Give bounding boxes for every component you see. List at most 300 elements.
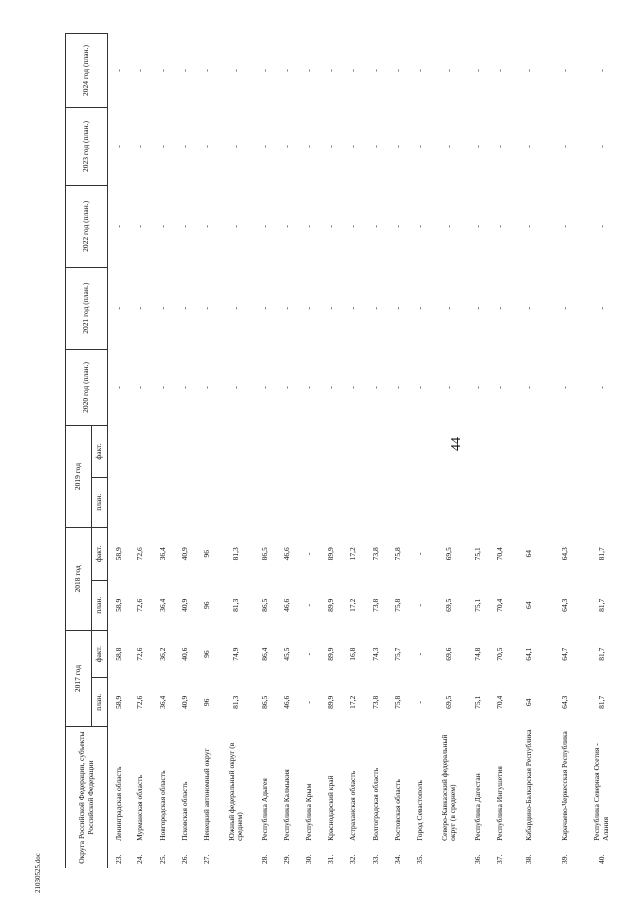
value-cell: 69,5 (443, 598, 453, 612)
value-cell (343, 477, 365, 527)
value-cell: 75,8 (392, 598, 402, 612)
value-cell: - (230, 225, 240, 228)
table-row (431, 34, 467, 869)
table-row (298, 34, 320, 869)
value-cell: - (230, 386, 240, 389)
region-name: Республика Ингушетия (495, 766, 505, 841)
value-cell: - (495, 69, 505, 72)
value-cell: 73,8 (370, 547, 380, 561)
value-cell: - (524, 145, 534, 148)
row-number: 35. (414, 854, 424, 864)
value-cell: 46,6 (282, 695, 292, 709)
table-row (489, 34, 511, 869)
value-cell: 74,9 (230, 647, 240, 661)
value-cell: - (414, 701, 424, 704)
value-cell: 81,3 (230, 547, 240, 561)
header-year-2024: 2024 год (план.) (66, 34, 108, 108)
value-cell: - (113, 225, 123, 228)
value-cell: - (304, 701, 314, 704)
value-cell (409, 477, 431, 527)
value-cell: 70,4 (495, 547, 505, 561)
value-cell: - (560, 386, 570, 389)
value-cell (409, 426, 431, 477)
value-cell: - (304, 652, 314, 656)
value-cell: - (443, 225, 453, 228)
value-cell: 40,9 (179, 598, 189, 612)
value-cell (108, 477, 130, 527)
header-year-2017: 2017 год (66, 630, 92, 726)
row-number: 29. (282, 854, 292, 864)
value-cell: 81,3 (230, 695, 240, 709)
value-cell: 75,8 (392, 695, 402, 709)
value-cell: - (179, 306, 189, 310)
value-cell: - (259, 69, 269, 72)
table-row (387, 34, 409, 869)
value-cell: - (473, 225, 483, 228)
value-cell: - (370, 306, 380, 310)
value-cell: - (414, 604, 424, 607)
value-cell: - (282, 225, 292, 228)
value-cell: 16,8 (348, 647, 358, 661)
value-cell: - (304, 306, 314, 310)
region-name: Новгородская область (157, 770, 167, 841)
table-row (174, 34, 196, 869)
header-region: Округа Российской Федерации, субъекты Российской Федерации (66, 727, 108, 868)
table-row (152, 34, 174, 869)
region-name: Республика Калмыкия (282, 769, 292, 841)
header-year-2018: 2018 год (66, 527, 92, 630)
region-name: Ленинградская область (113, 766, 123, 841)
value-cell: - (201, 306, 211, 310)
value-cell: 64 (524, 601, 534, 610)
value-cell: - (596, 69, 606, 72)
value-cell: 69,6 (443, 647, 453, 661)
value-cell: - (179, 225, 189, 228)
region-name: Ненецкий автономный округ (201, 748, 211, 841)
header-year-2019: 2019 год (66, 426, 92, 528)
value-cell (467, 477, 489, 527)
value-cell: 86,5 (259, 598, 269, 612)
value-cell: - (326, 145, 336, 148)
value-cell (387, 477, 409, 527)
region-name: Мурманская область (135, 775, 145, 841)
value-cell: - (473, 386, 483, 389)
value-cell (298, 477, 320, 527)
value-cell: - (201, 69, 211, 72)
value-cell: 89,9 (326, 647, 336, 661)
value-cell: 17,2 (348, 695, 358, 709)
value-cell: - (326, 69, 336, 72)
value-cell: - (201, 225, 211, 228)
header-fact: факт. (92, 630, 108, 678)
value-cell: 75,7 (392, 647, 402, 661)
value-cell: 64,3 (560, 547, 570, 561)
value-cell (431, 477, 467, 527)
value-cell: - (179, 145, 189, 148)
row-number: 24. (135, 854, 145, 864)
value-cell: 89,9 (326, 547, 336, 561)
value-cell: - (304, 552, 314, 556)
value-cell (431, 426, 467, 477)
region-name: Псковская область (179, 781, 189, 841)
value-cell: 36,4 (157, 695, 167, 709)
table-row (276, 34, 298, 869)
value-cell: - (443, 306, 453, 310)
row-number: 38. (524, 854, 534, 864)
value-cell: 45,5 (282, 647, 292, 661)
value-cell: 72,6 (135, 598, 145, 612)
value-cell: - (113, 145, 123, 148)
value-cell: - (282, 306, 292, 310)
value-cell: 36,4 (157, 598, 167, 612)
value-cell: - (370, 386, 380, 389)
value-cell: 40,6 (179, 647, 189, 661)
value-cell: - (282, 145, 292, 148)
value-cell: 69,5 (443, 695, 453, 709)
value-cell: 58,9 (113, 547, 123, 561)
row-number: 34. (392, 854, 402, 864)
value-cell: - (157, 306, 167, 310)
value-cell: 36,2 (157, 647, 167, 661)
value-cell: 74,8 (473, 647, 483, 661)
table-row (548, 34, 584, 869)
value-cell (387, 426, 409, 477)
value-cell: - (282, 386, 292, 389)
value-cell: - (443, 386, 453, 389)
region-name: Карачаево-Черкесская Республика (560, 731, 570, 841)
value-cell: - (135, 386, 145, 389)
value-cell (548, 477, 584, 527)
table-row (218, 34, 254, 869)
value-cell (130, 477, 152, 527)
value-cell: 96 (201, 550, 211, 558)
value-cell: - (524, 69, 534, 72)
table-row (512, 34, 548, 869)
value-cell: - (259, 386, 269, 389)
table-body (108, 34, 621, 869)
value-cell: 86,5 (259, 695, 269, 709)
value-cell: - (524, 306, 534, 310)
row-number: 25. (157, 854, 167, 864)
statistics-table (65, 33, 620, 868)
region-name: Южный федеральный округ (в среднем) (226, 742, 245, 841)
table-row (343, 34, 365, 869)
value-cell: 72,6 (135, 647, 145, 661)
value-cell: - (259, 225, 269, 228)
row-number: 26. (179, 854, 189, 864)
header-plan: план. (92, 477, 108, 527)
value-cell: 70,4 (495, 598, 505, 612)
value-cell: - (560, 225, 570, 228)
value-cell: 74,3 (370, 647, 380, 661)
region-name: Краснодарский край (326, 775, 336, 841)
value-cell: - (179, 386, 189, 389)
value-cell: - (304, 145, 314, 148)
value-cell (365, 477, 387, 527)
value-cell: - (230, 145, 240, 148)
header-fact: факт. (92, 426, 108, 477)
table-header (66, 34, 108, 869)
value-cell: 64,1 (524, 647, 534, 661)
value-cell: - (157, 145, 167, 148)
value-cell: - (414, 306, 424, 310)
value-cell: 40,9 (179, 547, 189, 561)
row-number: 39. (560, 854, 570, 864)
value-cell (321, 426, 343, 477)
row-number: 23. (113, 854, 123, 864)
value-cell: - (113, 69, 123, 72)
region-name: Республика Крым (304, 783, 314, 841)
region-name: Волгоградская область (370, 767, 380, 841)
value-cell: - (473, 145, 483, 148)
value-cell: - (596, 145, 606, 148)
value-cell: 81,7 (596, 598, 606, 612)
value-cell: - (392, 306, 402, 310)
value-cell: - (414, 225, 424, 228)
value-cell: - (326, 225, 336, 228)
value-cell: - (414, 145, 424, 148)
value-cell (276, 426, 298, 477)
value-cell (254, 426, 276, 477)
row-number: 28. (259, 854, 269, 864)
table-row (254, 34, 276, 869)
region-name: Город Севастополь (414, 780, 424, 841)
value-cell: 96 (201, 698, 211, 707)
table-row (108, 34, 130, 869)
value-cell: - (326, 306, 336, 310)
region-name: Кабардино-Балкарская Республика (524, 729, 534, 841)
value-cell: 81,7 (596, 695, 606, 709)
value-cell: 36,4 (157, 547, 167, 561)
value-cell (343, 426, 365, 477)
value-cell (152, 477, 174, 527)
value-cell: 64 (524, 698, 534, 707)
value-cell: - (443, 69, 453, 72)
value-cell: - (259, 145, 269, 148)
value-cell (489, 426, 511, 477)
value-cell: - (473, 69, 483, 72)
value-cell: - (495, 386, 505, 389)
value-cell (130, 426, 152, 477)
value-cell: - (348, 386, 358, 389)
value-cell: - (157, 386, 167, 389)
row-number: 27. (201, 854, 211, 864)
value-cell: - (414, 386, 424, 389)
value-cell: 64,3 (560, 598, 570, 612)
row-number (431, 843, 467, 868)
table-row (409, 34, 431, 869)
header-year-2020: 2020 год (план.) (66, 349, 108, 426)
value-cell: - (524, 386, 534, 389)
value-cell: - (282, 69, 292, 72)
value-cell: - (414, 69, 424, 72)
value-cell: 64 (524, 550, 534, 558)
value-cell: - (135, 69, 145, 72)
value-cell: 69,5 (443, 547, 453, 561)
row-number (218, 843, 254, 868)
value-cell: 58,9 (113, 598, 123, 612)
table-row (467, 34, 489, 869)
value-cell (174, 477, 196, 527)
value-cell: - (113, 306, 123, 310)
value-cell: 46,6 (282, 547, 292, 561)
value-cell: - (157, 69, 167, 72)
value-cell: - (370, 145, 380, 148)
row-number: 31. (326, 854, 336, 864)
value-cell (276, 477, 298, 527)
value-cell (512, 477, 548, 527)
value-cell: 46,6 (282, 598, 292, 612)
value-cell: - (304, 225, 314, 228)
value-cell: - (414, 552, 424, 556)
value-cell (108, 426, 130, 477)
value-cell (489, 477, 511, 527)
value-cell: - (348, 145, 358, 148)
value-cell: - (392, 145, 402, 148)
value-cell: - (495, 225, 505, 228)
row-number: 40. (596, 854, 606, 864)
table-row (130, 34, 152, 869)
value-cell: 81,3 (230, 598, 240, 612)
header-plan: план. (92, 678, 108, 727)
value-cell: - (304, 386, 314, 389)
row-number: 32. (348, 854, 358, 864)
value-cell: - (392, 225, 402, 228)
value-cell: - (392, 386, 402, 389)
value-cell: 75,1 (473, 598, 483, 612)
page-number: 44 (449, 437, 464, 451)
value-cell: - (230, 306, 240, 310)
header-year-2021: 2021 год (план.) (66, 267, 108, 349)
value-cell: - (201, 386, 211, 389)
value-cell: 81,7 (596, 547, 606, 561)
value-cell (321, 477, 343, 527)
value-cell: 89,9 (326, 598, 336, 612)
value-cell: - (596, 225, 606, 228)
row-number: 30. (304, 854, 314, 864)
region-name: Республика Северная Осетия - Алания (592, 743, 610, 841)
value-cell (174, 426, 196, 477)
value-cell: - (135, 145, 145, 148)
header-plan: план. (92, 580, 108, 630)
value-cell: 70,5 (495, 647, 505, 661)
value-cell (196, 426, 218, 477)
value-cell: 72,6 (135, 695, 145, 709)
region-name: Астраханская область (348, 770, 358, 841)
value-cell (548, 426, 584, 477)
value-cell (467, 426, 489, 477)
value-cell: - (304, 69, 314, 72)
value-cell: - (524, 225, 534, 228)
value-cell: - (443, 145, 453, 148)
value-cell: - (304, 604, 314, 607)
value-cell: 75,1 (473, 547, 483, 561)
value-cell: - (392, 69, 402, 72)
value-cell: - (370, 225, 380, 228)
table-row (196, 34, 218, 869)
value-cell: 70,4 (495, 695, 505, 709)
value-cell: - (157, 225, 167, 228)
header-fact: факт. (92, 527, 108, 580)
value-cell: 72,6 (135, 547, 145, 561)
value-cell: 17,2 (348, 547, 358, 561)
value-cell: - (596, 386, 606, 389)
value-cell: - (560, 306, 570, 310)
value-cell (298, 426, 320, 477)
value-cell (512, 426, 548, 477)
value-cell (218, 477, 254, 527)
value-cell: 96 (201, 601, 211, 610)
region-name: Северо-Кавказский федеральный округ (в среднем) (439, 734, 458, 841)
value-cell: 75,8 (392, 547, 402, 561)
value-cell: 89,9 (326, 695, 336, 709)
table-row (321, 34, 343, 869)
value-cell: - (348, 225, 358, 228)
value-cell (152, 426, 174, 477)
table-row (584, 34, 620, 869)
value-cell (584, 426, 620, 477)
value-cell: 64,7 (560, 647, 570, 661)
value-cell (196, 477, 218, 527)
header-year-2023: 2023 год (план.) (66, 108, 108, 186)
value-cell: 73,8 (370, 598, 380, 612)
value-cell: - (135, 306, 145, 310)
value-cell: 86,4 (259, 647, 269, 661)
value-cell: 73,8 (370, 695, 380, 709)
value-cell: - (179, 69, 189, 72)
value-cell: - (259, 306, 269, 310)
value-cell: - (560, 145, 570, 148)
value-cell: 40,9 (179, 695, 189, 709)
value-cell: - (495, 306, 505, 310)
row-number: 37. (495, 854, 505, 864)
document-code: 21030525.doc (34, 853, 42, 893)
rotated-table-container (65, 33, 620, 868)
value-cell (365, 426, 387, 477)
region-name: Республика Дагестан (473, 773, 483, 841)
value-cell: 58,8 (113, 647, 123, 661)
row-number: 33. (370, 854, 380, 864)
value-cell: 96 (201, 650, 211, 658)
value-cell: - (326, 386, 336, 389)
value-cell (218, 426, 254, 477)
value-cell: - (201, 145, 211, 148)
value-cell: - (473, 306, 483, 310)
value-cell: 58,9 (113, 695, 123, 709)
region-name: Ростовская область (392, 779, 402, 841)
header-year-2022: 2022 год (план.) (66, 185, 108, 267)
value-cell: - (414, 652, 424, 656)
row-number: 36. (473, 854, 483, 864)
value-cell: 17,2 (348, 598, 358, 612)
value-cell: 75,1 (473, 695, 483, 709)
value-cell: 86,5 (259, 547, 269, 561)
value-cell: - (113, 386, 123, 389)
value-cell: - (348, 306, 358, 310)
value-cell (584, 477, 620, 527)
value-cell: - (596, 306, 606, 310)
value-cell: - (560, 69, 570, 72)
value-cell: - (495, 145, 505, 148)
value-cell (254, 477, 276, 527)
table-row (365, 34, 387, 869)
value-cell: 81,7 (596, 647, 606, 661)
value-cell: 64,3 (560, 695, 570, 709)
value-cell: - (370, 69, 380, 72)
region-name: Республика Адыгея (259, 778, 269, 841)
value-cell: - (348, 69, 358, 72)
value-cell: - (230, 69, 240, 72)
